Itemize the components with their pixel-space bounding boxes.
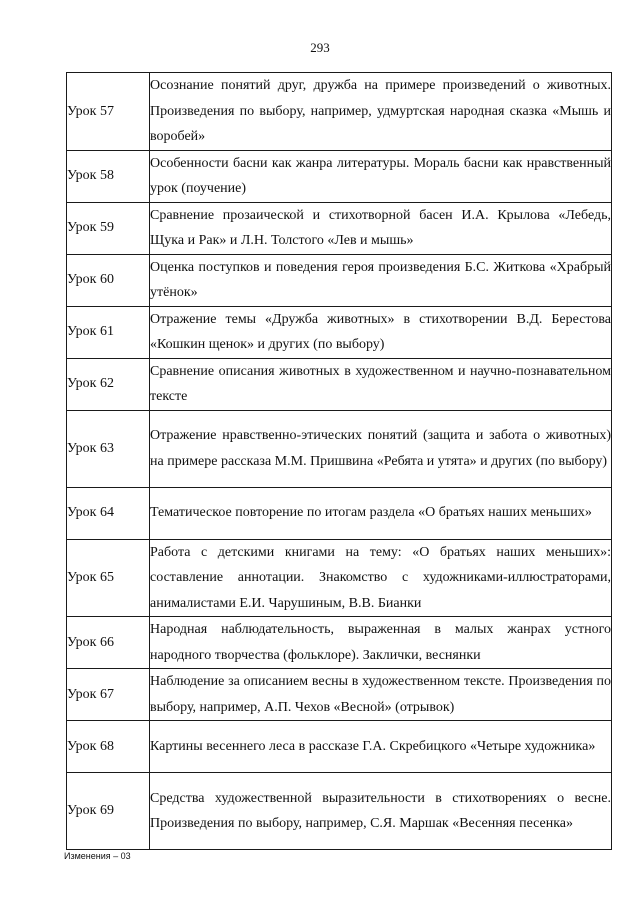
lesson-number: Урок 63 <box>67 410 150 487</box>
lesson-number: Урок 62 <box>67 358 150 410</box>
lesson-topic: Средства художественной выразительности в стихотворениях о весне. Произведения по выбору, например, С.Я. Маршак «Весенняя песенка» <box>150 773 612 850</box>
table-row <box>67 773 612 850</box>
footer-note: Изменения – 03 <box>64 851 131 861</box>
lesson-number: Урок 69 <box>67 773 150 850</box>
table-row <box>67 617 612 669</box>
lesson-number: Урок 67 <box>67 669 150 721</box>
table-row <box>67 73 612 151</box>
lesson-topic: Отражение темы «Дружба животных» в стихотворении В.Д. Берестова «Кошкин щенок» и других (по выбору) <box>150 306 612 358</box>
lesson-topic: Сравнение прозаической и стихотворной басен И.А. Крылова «Лебедь, Щука и Рак» и Л.Н. Толстого «Лев и мышь» <box>150 202 612 254</box>
table-row <box>67 358 612 410</box>
lesson-number: Урок 58 <box>67 150 150 202</box>
lesson-number: Урок 57 <box>67 73 150 151</box>
page-number: 293 <box>310 40 330 55</box>
table-row <box>67 721 612 773</box>
lesson-topic: Отражение нравственно-этических понятий (защита и забота о животных) на примере рассказа М.М. Пришвина «Ребята и утята» и других (по выбору) <box>150 410 612 487</box>
lessons-table <box>66 72 612 850</box>
lesson-topic: Работа с детскими книгами на тему: «О братьях наших меньших»: составление аннотации. Знакомство с художниками-иллюстраторами, анималистами Е.И. Чарушиным, В.В. Бианки <box>150 539 612 617</box>
lesson-topic: Оценка поступков и поведения героя произведения Б.С. Житкова «Храбрый утёнок» <box>150 254 612 306</box>
table-row <box>67 669 612 721</box>
lesson-number: Урок 65 <box>67 539 150 617</box>
table-row <box>67 202 612 254</box>
table-row <box>67 306 612 358</box>
lesson-topic: Тематическое повторение по итогам раздела «О братьях наших меньших» <box>150 487 612 539</box>
lesson-topic: Картины весеннего леса в рассказе Г.А. Скребицкого «Четыре художника» <box>150 721 612 773</box>
table-row <box>67 410 612 487</box>
table-row <box>67 254 612 306</box>
lesson-topic: Наблюдение за описанием весны в художественном тексте. Произведения по выбору, например, А.П. Чехов «Весной» (отрывок) <box>150 669 612 721</box>
table-row <box>67 487 612 539</box>
lesson-number: Урок 68 <box>67 721 150 773</box>
lesson-topic: Сравнение описания животных в художественном и научно-познавательном тексте <box>150 358 612 410</box>
lesson-topic: Особенности басни как жанра литературы. Мораль басни как нравственный урок (поучение) <box>150 150 612 202</box>
lesson-number: Урок 64 <box>67 487 150 539</box>
lesson-topic: Народная наблюдательность, выраженная в малых жанрах устного народного творчества (фольклоре). Заклички, веснянки <box>150 617 612 669</box>
lesson-number: Урок 59 <box>67 202 150 254</box>
table-row <box>67 539 612 617</box>
lesson-number: Урок 60 <box>67 254 150 306</box>
lesson-topic: Осознание понятий друг, дружба на примере произведений о животных. Произведения по выбору, например, удмуртская народная сказка «Мышь и воробей» <box>150 73 612 151</box>
lesson-number: Урок 66 <box>67 617 150 669</box>
lesson-number: Урок 61 <box>67 306 150 358</box>
table-row <box>67 150 612 202</box>
